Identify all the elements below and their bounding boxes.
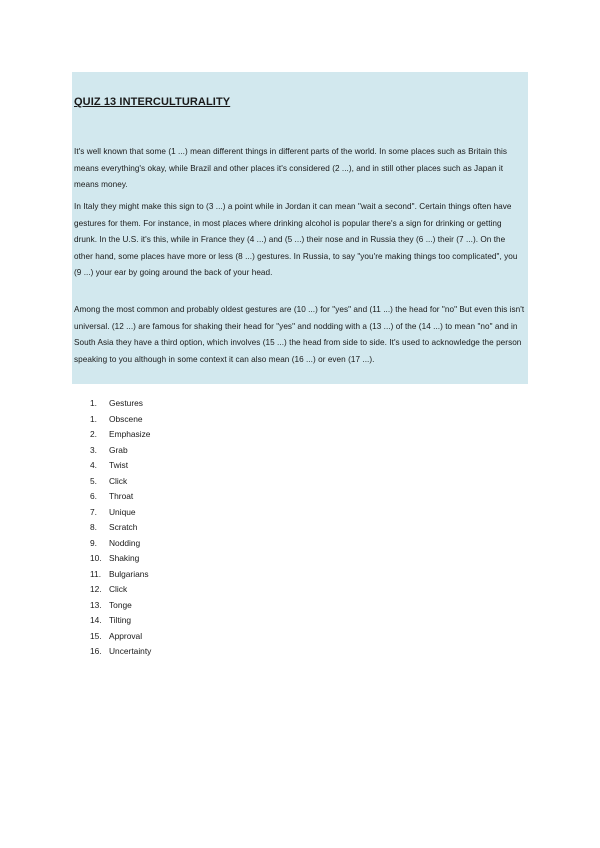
list-item [90, 443, 151, 459]
list-item-number: 5. [90, 475, 97, 486]
list-item [90, 582, 151, 598]
list-item [90, 489, 151, 505]
list-item [90, 644, 151, 660]
list-item-word: Click [109, 584, 128, 594]
list-item-number: 6. [90, 491, 97, 501]
list-item [90, 536, 151, 552]
quiz-title: QUIZ 13 INTERCULTURALITY [74, 96, 231, 108]
list-item-word: Twist [109, 460, 129, 470]
list-item-word: Obscene [109, 413, 143, 424]
list-item-number: 10. [90, 553, 102, 563]
list-item [90, 412, 151, 428]
list-item [90, 598, 151, 614]
answer-list [90, 396, 151, 660]
list-item-number: 3. [90, 444, 97, 455]
list-item-word: Unique [109, 506, 136, 517]
list-item-word: Throat [109, 491, 134, 501]
list-item-word: Tilting [109, 615, 132, 625]
list-item-number: 7. [90, 506, 97, 517]
list-item-word: Shaking [109, 553, 140, 563]
list-item [90, 505, 151, 521]
list-item-number: 8. [90, 522, 97, 532]
list-item-word: Click [109, 475, 128, 486]
list-item [90, 520, 151, 536]
list-item-number: 16. [90, 646, 102, 656]
list-item [90, 567, 151, 583]
list-item [90, 474, 151, 490]
list-item-number: 9. [90, 537, 97, 548]
list-item-word: Approval [109, 630, 143, 641]
quiz-paragraph-3: Among the most common and probably oldest gestures are (10 ...) for "yes" and (11 ...) the head for "no" But even this isn't universal. (12 ...) are famous for shaking their head for "yes" and nodding with a (13 ...) of the (14 ...) to mean "no" and in South Asia they have a third option, which involves (15 ...) the head from side to side. It's used to acknowledge the person speaking to you although in some context it can also mean (16 ...) or even (17 ...). [74, 305, 525, 364]
list-item [90, 458, 151, 474]
list-item [90, 613, 151, 629]
list-item-word: Tonge [109, 599, 132, 610]
list-item-number: 12. [90, 584, 102, 594]
list-item [90, 396, 151, 412]
list-item-number: 13. [90, 599, 102, 610]
list-item [90, 551, 151, 567]
list-item [90, 427, 151, 443]
list-item-number: 1. [90, 398, 97, 408]
list-item-word: Emphasize [109, 429, 151, 439]
list-item [90, 629, 151, 645]
list-item-number: 4. [90, 460, 97, 470]
list-item-number: 15. [90, 630, 102, 641]
quiz-paragraph-2: In Italy they might make this sign to (3 ...) a point while in Jordan it can mean "wait a second". Certain things often have gestures for them. For instance, in most places where drinking alcohol is popular there's a sign for drinking or getting drunk. In the U.S. it's this, while in France they (4 ...) and (5 ...) their nose and in Russia they (6 ...) their (7 ...). On the other hand, some places have more or less (8 ...) gestures. In Russia, to say "you're making things too complicated", you (9 ...) your ear by going around the back of your head. [74, 202, 518, 277]
list-item-number: 14. [90, 615, 102, 625]
list-item-word: Bulgarians [109, 568, 149, 579]
list-item-word: Grab [109, 444, 128, 455]
list-item-number: 11. [90, 568, 102, 579]
list-item-word: Uncertainty [109, 646, 152, 656]
list-item-word: Gestures [109, 398, 143, 408]
list-item-number: 2. [90, 429, 97, 439]
list-item-number: 1. [90, 413, 97, 424]
list-item-word: Nodding [109, 537, 141, 548]
quiz-paragraph-1: It's well known that some (1 ...) mean different things in different parts of the world. In some places such as Britain this means everything's okay, while Brazil and other places it's considered (2 ...), and in still other places such as Japan it means money. [74, 147, 507, 189]
list-item-word: Scratch [109, 522, 138, 532]
quiz-text-box [72, 72, 528, 384]
